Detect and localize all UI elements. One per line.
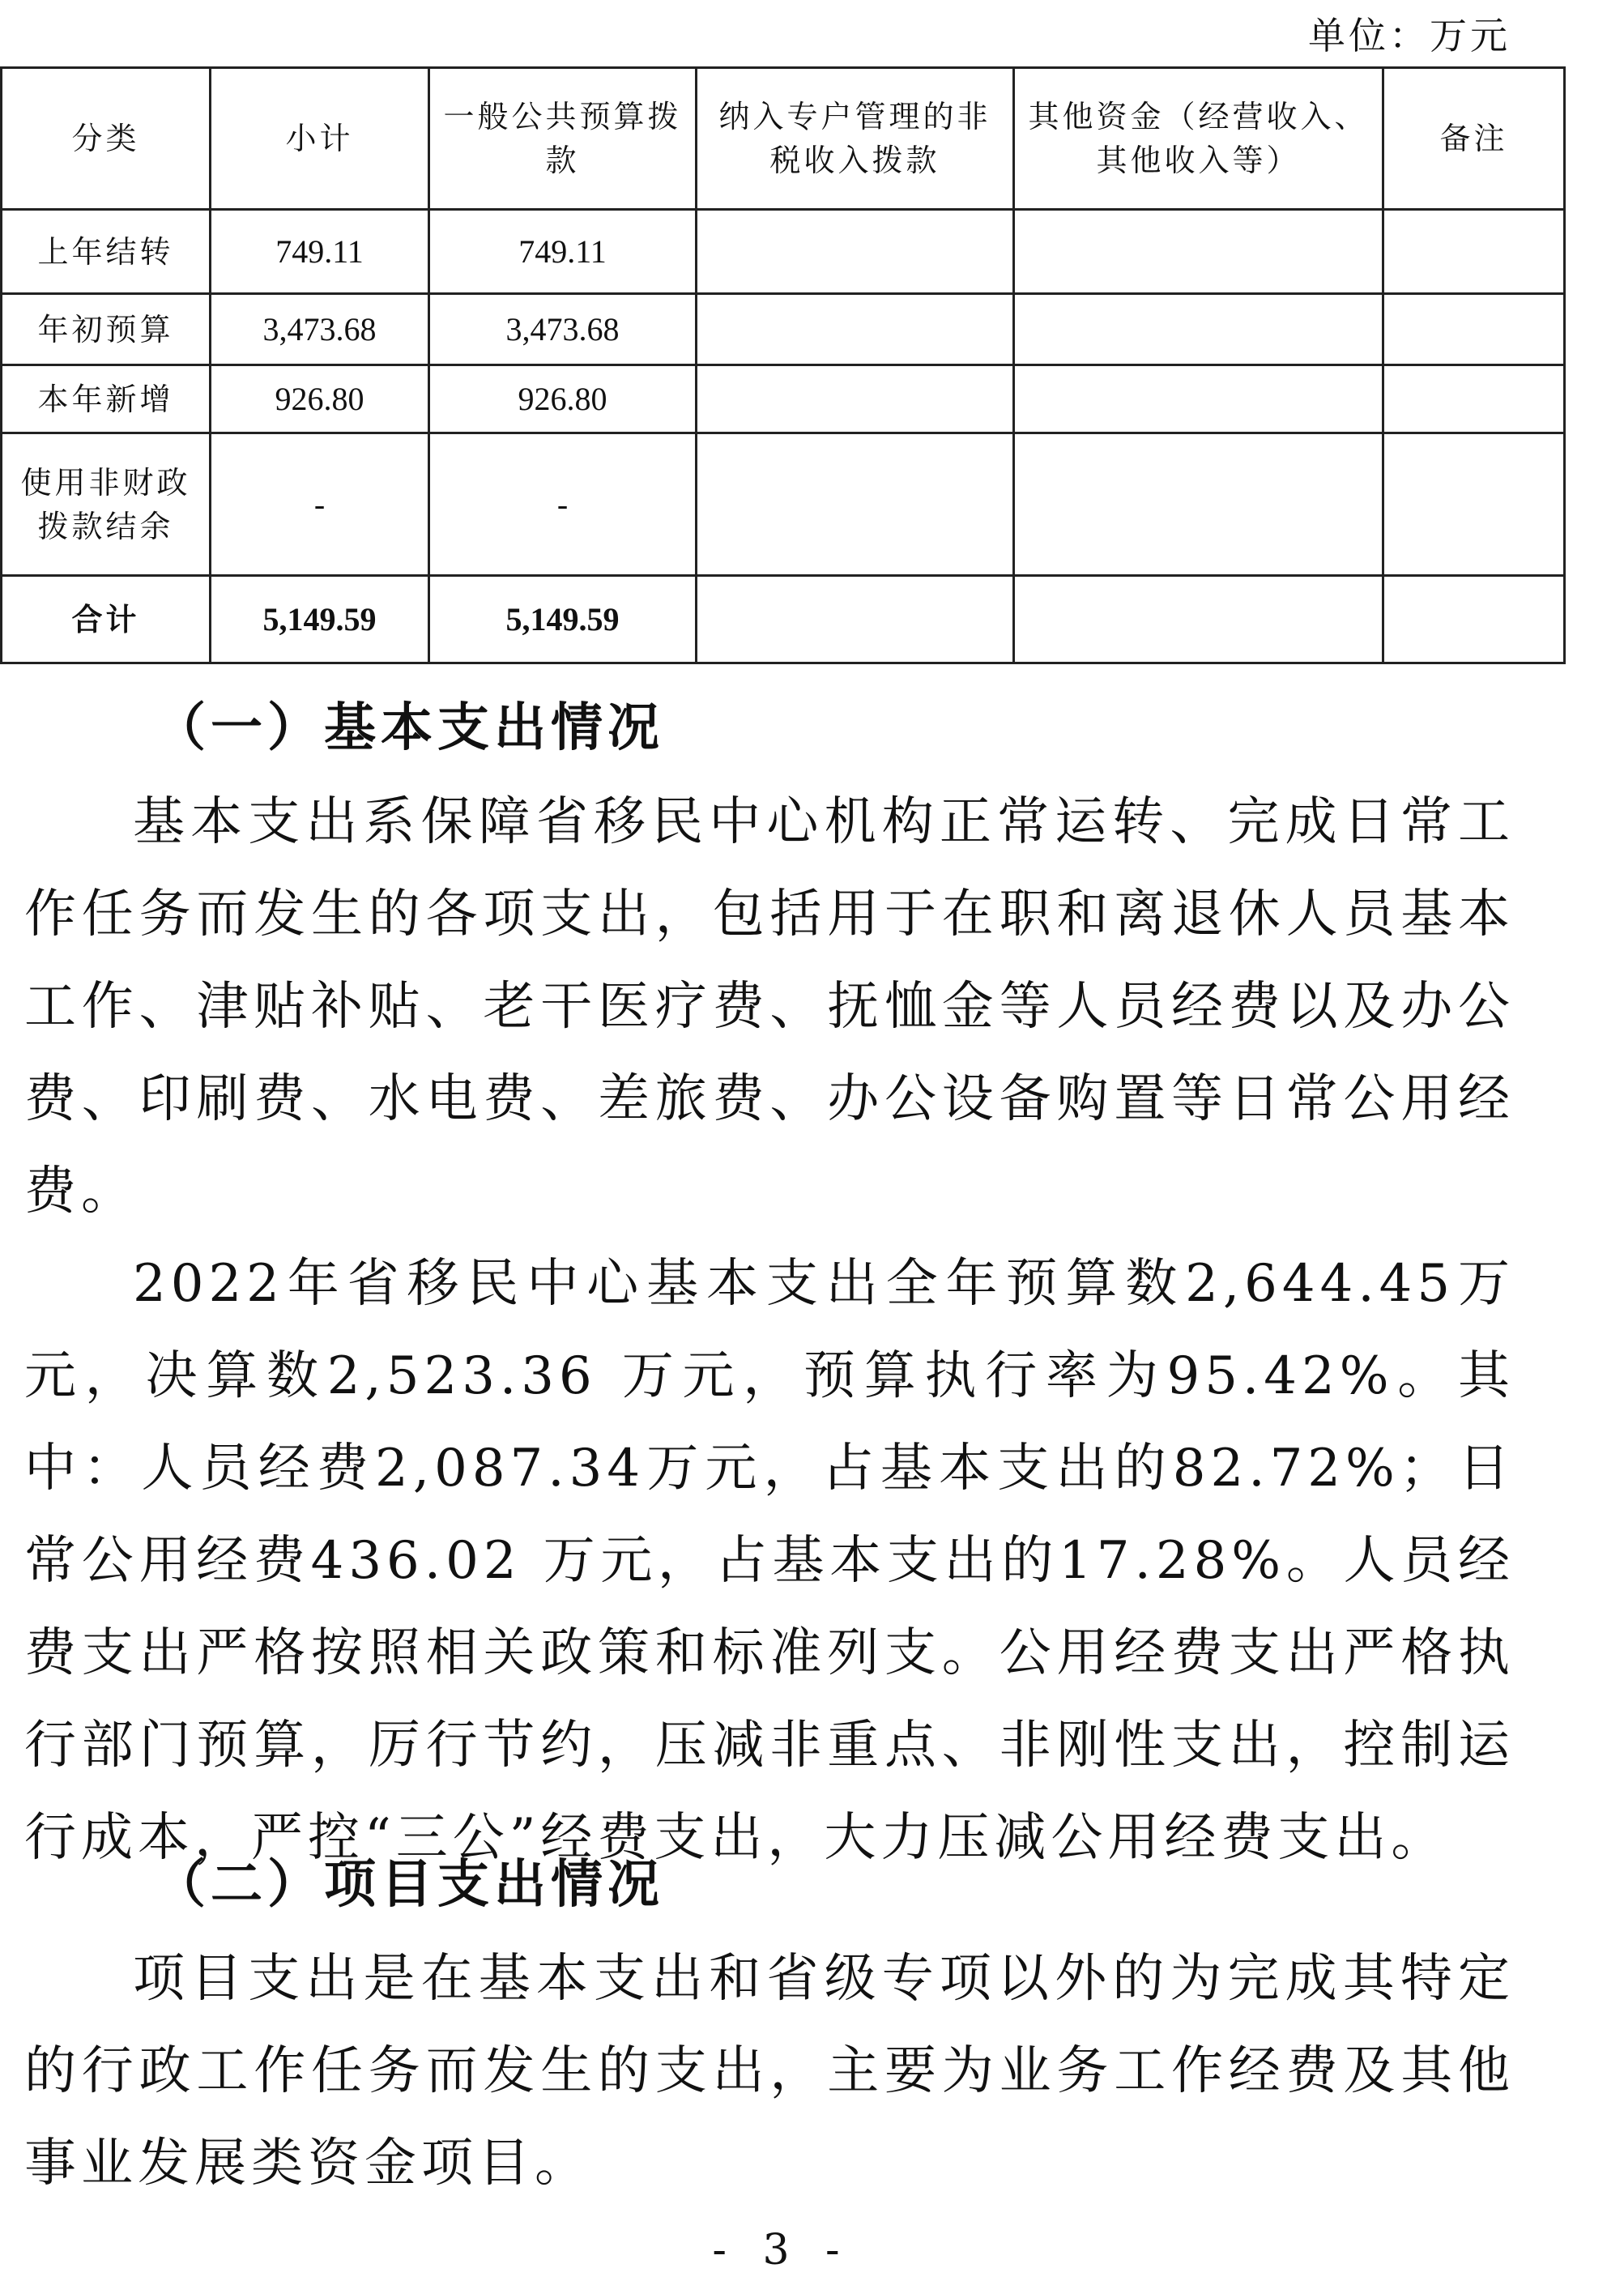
cell-other-funds	[1014, 294, 1383, 365]
cell-non-tax	[697, 365, 1014, 433]
cell-category: 合计	[2, 576, 211, 663]
table-row	[2, 365, 1565, 433]
table-total-row	[2, 576, 1565, 663]
cell-category: 本年新增	[2, 365, 211, 433]
cell-general-budget: 5,149.59	[429, 576, 697, 663]
cell-non-tax	[697, 210, 1014, 294]
paragraph: 2022年省移民中心基本支出全年预算数2,644.45万元，决算数2,523.36 万元，预算执行率为95.42%。其中：人员经费2,087.34万元，占基本支出的82.72%；日常公用经费436.02 万元，占基本支出的17.28%。人员经费支出严格按照相关政策和标准列支。公用经费支出严格执行部门预算，厉行节约，压减非重点、非刚性支出，控制运行成本，严控“三公”经费支出，大力压减公用经费支出。	[24, 1254, 1515, 1868]
header-category: 分类	[2, 68, 211, 210]
cell-note	[1383, 433, 1565, 576]
header-non-tax: 纳入专户管理的非税收入拨款	[697, 68, 1014, 210]
cell-category: 使用非财政拨款结余	[2, 433, 211, 576]
cell-general-budget: -	[429, 433, 697, 576]
cell-non-tax	[697, 294, 1014, 365]
cell-non-tax	[697, 576, 1014, 663]
section-body-project-expenditure	[24, 1933, 1515, 2210]
cell-category: 年初预算	[2, 294, 211, 365]
cell-general-budget: 926.80	[429, 365, 697, 433]
table-header-row	[2, 68, 1565, 210]
cell-subtotal: -	[211, 433, 429, 576]
header-other-funds: 其他资金（经营收入、其他收入等）	[1014, 68, 1383, 210]
cell-category: 上年结转	[2, 210, 211, 294]
unit-label: 单位：万元	[1308, 14, 1511, 58]
section-body-basic-expenditure	[24, 776, 1515, 1884]
table-row	[2, 210, 1565, 294]
cell-note	[1383, 576, 1565, 663]
section-heading-project-expenditure: （二）项目支出情况	[154, 1854, 664, 1915]
budget-source-table	[0, 66, 1566, 664]
cell-subtotal: 3,473.68	[211, 294, 429, 365]
paragraph: 项目支出是在基本支出和省级专项以外的为完成其特定的行政工作任务而发生的支出，主要为业务工作经费及其他事业发展类资金项目。	[24, 1949, 1515, 2194]
table-row	[2, 433, 1565, 576]
cell-other-funds	[1014, 433, 1383, 576]
cell-subtotal: 749.11	[211, 210, 429, 294]
cell-subtotal: 5,149.59	[211, 576, 429, 663]
cell-subtotal: 926.80	[211, 365, 429, 433]
cell-note	[1383, 365, 1565, 433]
cell-note	[1383, 210, 1565, 294]
page-number: - 3 -	[712, 2226, 851, 2275]
table-row	[2, 294, 1565, 365]
header-note: 备注	[1383, 68, 1565, 210]
header-general-budget: 一般公共预算拨款	[429, 68, 697, 210]
section-heading-basic-expenditure: （一）基本支出情况	[154, 697, 664, 758]
cell-non-tax	[697, 433, 1014, 576]
cell-other-funds	[1014, 576, 1383, 663]
cell-general-budget: 749.11	[429, 210, 697, 294]
cell-note	[1383, 294, 1565, 365]
cell-general-budget: 3,473.68	[429, 294, 697, 365]
cell-other-funds	[1014, 210, 1383, 294]
cell-other-funds	[1014, 365, 1383, 433]
paragraph: 基本支出系保障省移民中心机构正常运转、完成日常工作任务而发生的各项支出，包括用于在职和离退休人员基本工作、津贴补贴、老干医疗费、抚恤金等人员经费以及办公费、印刷费、水电费、差旅费、办公设备购置等日常公用经费。	[24, 792, 1515, 1222]
header-subtotal: 小计	[211, 68, 429, 210]
